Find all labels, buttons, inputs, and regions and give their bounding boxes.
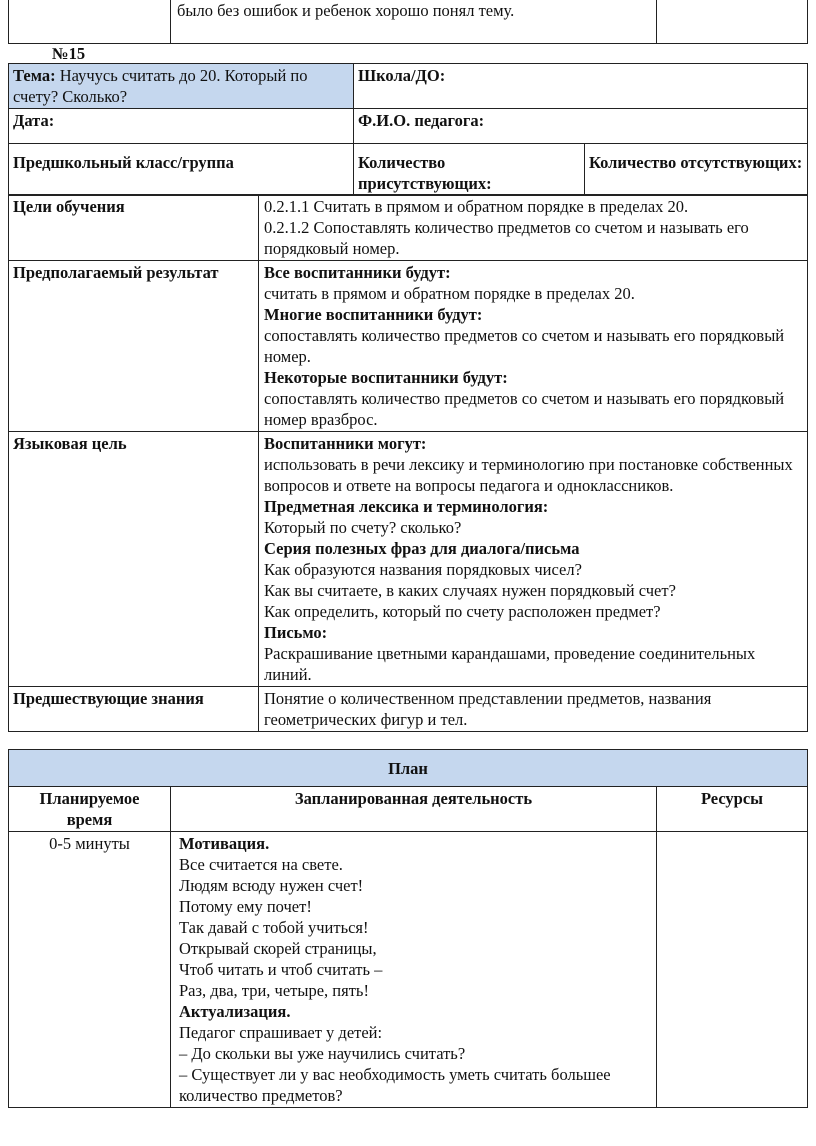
teacher-label: Ф.И.О. педагога: <box>358 111 485 130</box>
can-text: использовать в речи лексику и терминологию при постановке собственных вопросов и ответе на вопросы педагога и одноклассников. <box>264 455 793 495</box>
absent-cell <box>585 144 808 196</box>
school-label: Школа/ДО: <box>358 66 446 85</box>
goals-content-cell <box>259 195 808 261</box>
vocab-heading: Предметная лексика и терминология: <box>264 497 549 516</box>
lesson-number: №15 <box>52 44 86 63</box>
present-label: Количество присутствующих: <box>358 153 492 193</box>
absent-label: Количество отсутствующих: <box>589 153 803 172</box>
actual-heading: Актуализация. <box>179 1002 291 1021</box>
row-time-cell <box>9 832 171 1108</box>
actual-intro: Педагог спрашивает у детей: <box>179 1023 383 1042</box>
question-line: – Существует ли у вас необходимость уметь считать большее количество предметов? <box>179 1065 611 1105</box>
row-activity-cell <box>171 832 657 1108</box>
some-text: сопоставлять количество предметов со счетом и называть его порядковый номер вразброс. <box>264 389 785 429</box>
date-label: Дата: <box>13 111 55 130</box>
all-text: считать в прямом и обратном порядке в пределах 20. <box>264 284 635 303</box>
phrase-item: Как вы считаете, в каких случаях нужен порядковый счет? <box>264 581 676 600</box>
col-activity-header <box>171 787 657 832</box>
some-heading: Некоторые воспитанники будут: <box>264 368 508 387</box>
poem-line: Потому ему почет! <box>179 897 312 916</box>
class-cell <box>9 144 354 196</box>
class-label: Предшкольный класс/группа <box>13 153 234 172</box>
theme-text: Научусь считать до 20. Который по счету? Сколько? <box>13 66 308 106</box>
can-heading: Воспитанники могут: <box>264 434 427 453</box>
col-resources-label: Ресурсы <box>700 789 764 808</box>
goal-item: 0.2.1.2 Сопоставлять количество предметов со счетом и называть его порядковый номер. <box>264 218 749 258</box>
col-time-label: Планируемое время <box>39 789 140 829</box>
school-cell <box>354 64 808 109</box>
poem-line: Раз, два, три, четыре, пять! <box>179 981 369 1000</box>
poem-line: Людям всюду нужен счет! <box>179 876 364 895</box>
many-text: сопоставлять количество предметов со счетом и называть его порядковый номер. <box>264 326 785 366</box>
present-cell <box>354 144 585 196</box>
goals-label-cell <box>9 195 259 261</box>
phrases-heading: Серия полезных фраз для диалога/письма <box>264 539 580 558</box>
prior-label: Предшествующие знания <box>13 689 204 708</box>
goal-item: 0.2.1.1 Считать в прямом и обратном порядке в пределах 20. <box>264 197 689 216</box>
poem-line: Чтоб читать и чтоб считать – <box>179 960 383 979</box>
empty-cell <box>9 0 171 44</box>
poem-line: Так давай с тобой учиться! <box>179 918 369 937</box>
motivation-heading: Мотивация. <box>179 834 270 853</box>
expected-content-cell <box>259 261 808 432</box>
plan-title: План <box>388 758 428 778</box>
lesson-header-table <box>8 63 808 196</box>
expected-label: Предполагаемый результат <box>13 263 219 282</box>
plan-title-cell <box>9 750 808 787</box>
theme-label: Тема: <box>13 66 56 85</box>
col-resources-header <box>657 787 808 832</box>
language-content-cell <box>259 432 808 687</box>
expected-label-cell <box>9 261 259 432</box>
many-heading: Многие воспитанники будут: <box>264 305 483 324</box>
theme-cell <box>9 64 354 109</box>
row-time: 0-5 минуты <box>49 834 130 853</box>
poem-line: Все считается на свете. <box>179 855 343 874</box>
col-activity-label: Запланированная деятельность <box>294 789 533 808</box>
fragment-text: было без ошибок и ребенок хорошо понял тему. <box>171 0 657 44</box>
previous-page-table <box>8 0 808 44</box>
language-label-cell <box>9 432 259 687</box>
teacher-cell <box>354 109 808 144</box>
all-heading: Все воспитанники будут: <box>264 263 451 282</box>
col-time-header <box>9 787 171 832</box>
prior-content-cell <box>259 687 808 732</box>
prior-label-cell <box>9 687 259 732</box>
question-line: – До скольки вы уже научились считать? <box>179 1044 466 1063</box>
language-label: Языковая цель <box>13 434 127 453</box>
goals-label: Цели обучения <box>13 197 125 216</box>
row-resources-cell <box>657 832 808 1108</box>
writing-text: Раскрашивание цветными карандашами, проведение соединительных линий. <box>264 644 756 684</box>
phrase-item: Как определить, который по счету расположен предмет? <box>264 602 661 621</box>
writing-heading: Письмо: <box>264 623 328 642</box>
goals-table <box>8 194 808 732</box>
plan-table <box>8 749 808 1108</box>
prior-text: Понятие о количественном представлении предметов, названия геометрических фигур и тел. <box>264 689 712 729</box>
vocab-text: Который по счету? сколько? <box>264 518 462 537</box>
empty-cell <box>657 0 808 44</box>
date-cell <box>9 109 354 144</box>
phrase-item: Как образуются названия порядковых чисел? <box>264 560 582 579</box>
poem-line: Открывай скорей страницы, <box>179 939 377 958</box>
